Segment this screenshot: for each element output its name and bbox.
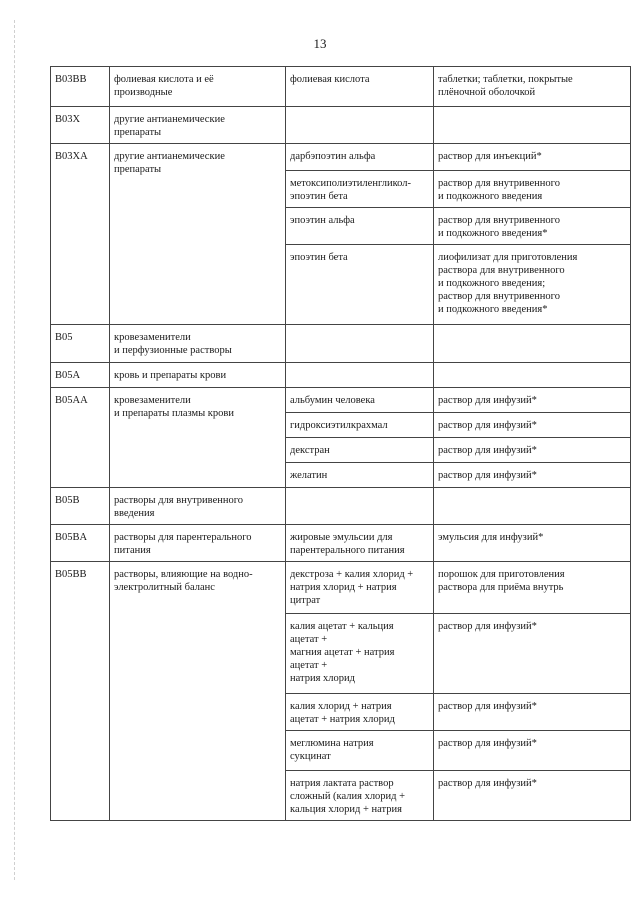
- substance-cell: желатин: [286, 463, 434, 488]
- atc-code-cell: B05BB: [51, 562, 110, 821]
- dosage-form-cell: раствор для инфузий*: [434, 694, 631, 731]
- substance-cell: [286, 325, 434, 363]
- atc-group-cell: растворы, влияющие на водно- электролитный баланс: [110, 562, 286, 821]
- dosage-form-cell: лиофилизат для приготовления раствора для внутривенного и подкожного введения; раствор для внутривенного и подкожного введения*: [434, 245, 631, 325]
- table-row: [51, 363, 631, 388]
- table-row: [51, 144, 631, 171]
- atc-group-cell: фолиевая кислота и её производные: [110, 67, 286, 107]
- page-number: 13: [313, 36, 327, 51]
- substance-cell: фолиевая кислота: [286, 67, 434, 107]
- dosage-form-cell: таблетки; таблетки, покрытые плёночной оболочкой: [434, 67, 631, 107]
- atc-code-cell: B05BA: [51, 525, 110, 562]
- table-row: [51, 107, 631, 144]
- substance-cell: калия хлорид + натрия ацетат + натрия хлорид: [286, 694, 434, 731]
- drug-classification-table: [50, 66, 631, 821]
- dosage-form-cell: эмульсия для инфузий*: [434, 525, 631, 562]
- atc-group-cell: кровезаменители и препараты плазмы крови: [110, 388, 286, 488]
- table-row: [51, 388, 631, 413]
- atc-group-cell: другие антианемические препараты: [110, 107, 286, 144]
- substance-cell: [286, 488, 434, 525]
- atc-group-cell: кровезаменители и перфузионные растворы: [110, 325, 286, 363]
- dosage-form-cell: раствор для инфузий*: [434, 731, 631, 771]
- atc-code-cell: B05A: [51, 363, 110, 388]
- table-row: [51, 67, 631, 107]
- substance-cell: калия ацетат + кальция ацетат + магния ацетат + натрия ацетат + натрия хлорид: [286, 614, 434, 694]
- substance-cell: [286, 107, 434, 144]
- substance-cell: альбумин человека: [286, 388, 434, 413]
- dosage-form-cell: [434, 325, 631, 363]
- atc-group-cell: кровь и препараты крови: [110, 363, 286, 388]
- atc-code-cell: B03X: [51, 107, 110, 144]
- dosage-form-cell: раствор для инфузий*: [434, 413, 631, 438]
- dosage-form-cell: раствор для инъекций*: [434, 144, 631, 171]
- atc-code-cell: B03BB: [51, 67, 110, 107]
- dosage-form-cell: раствор для инфузий*: [434, 463, 631, 488]
- substance-cell: [286, 363, 434, 388]
- substance-cell: декстран: [286, 438, 434, 463]
- dosage-form-cell: раствор для инфузий*: [434, 771, 631, 821]
- dosage-form-cell: раствор для инфузий*: [434, 438, 631, 463]
- substance-cell: эпоэтин бета: [286, 245, 434, 325]
- atc-group-cell: растворы для парентерального питания: [110, 525, 286, 562]
- atc-code-cell: B05AA: [51, 388, 110, 488]
- dosage-form-cell: порошок для приготовления раствора для приёма внутрь: [434, 562, 631, 614]
- table-row: [51, 488, 631, 525]
- substance-cell: эпоэтин альфа: [286, 208, 434, 245]
- substance-cell: дарбэпоэтин альфа: [286, 144, 434, 171]
- substance-cell: декстроза + калия хлорид + натрия хлорид + натрия цитрат: [286, 562, 434, 614]
- atc-code-cell: B03XA: [51, 144, 110, 325]
- dosage-form-cell: [434, 363, 631, 388]
- dosage-form-cell: раствор для инфузий*: [434, 388, 631, 413]
- dosage-form-cell: раствор для внутривенного и подкожного введения: [434, 171, 631, 208]
- table-row: [51, 562, 631, 614]
- dosage-form-cell: раствор для внутривенного и подкожного введения*: [434, 208, 631, 245]
- atc-code-cell: B05B: [51, 488, 110, 525]
- table-row: [51, 525, 631, 562]
- atc-group-cell: другие антианемические препараты: [110, 144, 286, 325]
- atc-code-cell: B05: [51, 325, 110, 363]
- atc-group-cell: растворы для внутривенного введения: [110, 488, 286, 525]
- scan-edge-mark: [14, 20, 16, 880]
- substance-cell: натрия лактата раствор сложный (калия хлорид + кальция хлорид + натрия: [286, 771, 434, 821]
- substance-cell: гидроксиэтилкрахмал: [286, 413, 434, 438]
- substance-cell: жировые эмульсии для парентерального питания: [286, 525, 434, 562]
- substance-cell: метоксиполиэтиленгликол- эпоэтин бета: [286, 171, 434, 208]
- dosage-form-cell: [434, 488, 631, 525]
- dosage-form-cell: [434, 107, 631, 144]
- dosage-form-cell: раствор для инфузий*: [434, 614, 631, 694]
- substance-cell: меглюмина натрия сукцинат: [286, 731, 434, 771]
- table-row: [51, 325, 631, 363]
